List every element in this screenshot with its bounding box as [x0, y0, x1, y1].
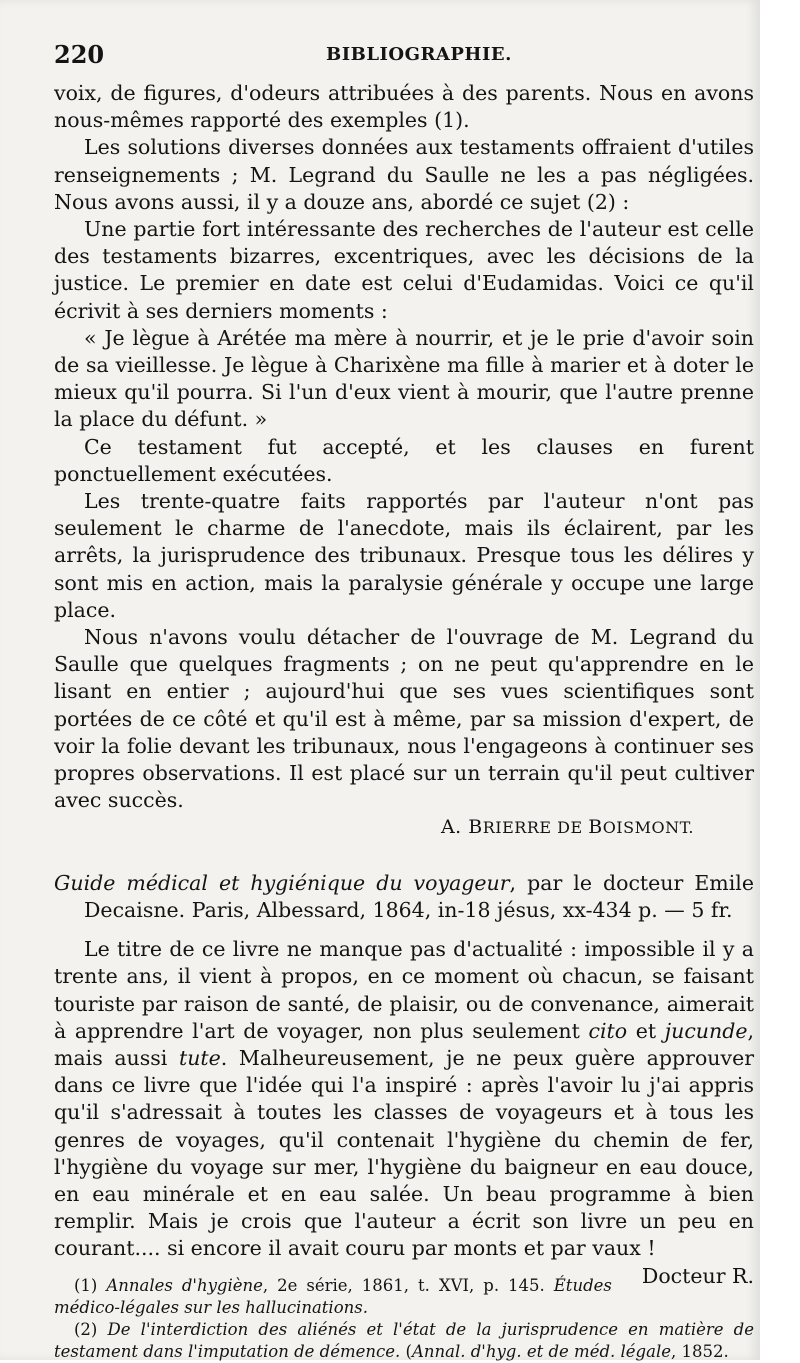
quotation-paragraph: « Je lègue à Arétée ma mère à nourrir, et je le prie d'avoir soin de sa vieillesse. Je lègue à Charixène ma fille à marier et à doter le mieux qu'il pourra. Si l'un d'eux vient à mourir, que l'autre prenne la place du défunt. »: [54, 325, 754, 432]
page-number: 220: [54, 40, 105, 69]
paragraph-3: Une partie fort intéressante des recherches de l'auteur est celle des testaments bizarres, excentriques, avec les décisions de la justice. Le premier en date est celui d'Eudamidas. Voici ce qu'il écrivit à ses derniers moments :: [54, 217, 754, 323]
page-header: [54, 40, 720, 80]
footnote-1: (1) Annales d'hygiène, 2e série, 1861, t. XVI, p. 145. Études médico-légales sur les hallucinations.: [54, 1275, 612, 1317]
footnote-2: (2) De l'interdiction des aliénés et l'état de la jurisprudence en matière de testament dans l'imputation de démence. (Annal. d'hyg. et de méd. légale, 1852.: [54, 1319, 754, 1361]
paragraph-6: Les trente-quatre faits rapportés par l'auteur n'ont pas seulement le charme de l'anecdote, mais ils éclairent, par les arrêts, la jurisprudence des tribunaux. Presque tous les délires y sont mis en action, mais la paralysie générale y occupe une large place.: [54, 489, 754, 622]
signature-docteur: Docteur R.: [641, 1263, 754, 1288]
book-details: , par le docteur Emile Decaisne. Paris, Albessard, 1864, in-18 jésus, xx-434 p. — 5 fr.: [84, 870, 754, 922]
book-reference: [54, 870, 754, 924]
paragraph-5: Ce testament fut accepté, et les clauses en furent ponctuellement exécutées.: [54, 434, 754, 486]
paragraph-2: Les solutions diverses données aux testaments offraient d'utiles renseignements ; M. Legrand du Saulle ne les a pas négligées. Nous avons aussi, il y a douze ans, abordé ce sujet (2) :: [54, 135, 754, 214]
running-title: BIBLIOGRAPHIE.: [326, 44, 512, 65]
paragraph-1: voix, de figures, d'odeurs attribuées à des parents. Nous en avons nous-mêmes rapporté des exemples (1).: [54, 81, 754, 133]
review-paragraph: Le titre de ce livre ne manque pas d'actualité : impossible il y a trente ans, il vient à propos, en ce moment où chacun, se faisant touriste par raison de santé, de plaisir, ou de convenance, aimerait à apprendre l'art de voyager, non plus seulement cito et jucunde, mais aussi tute. Malheureusement, je ne peux guère approuver dans ce livre que l'idée qui l'a inspiré : après l'avoir lu j'ai appris qu'il s'adressait à toutes les classes de voyageurs et à tous les genres de voyages, qu'il contenait l'hygiène du chemin de fer, l'hygiène du voyage sur mer, l'hygiène du baigneur en eau douce, en eau minérale et en eau salée. Un beau programme à bien remplir. Mais je crois que l'auteur a écrit son livre un peu en courant.... si encore il avait couru par monts et par vaux ! Docteur R.: [54, 936, 754, 1262]
book-title: Guide médical et hygiénique du voyageur: [54, 870, 510, 895]
body-text: [54, 80, 754, 1363]
paragraph-7: Nous n'avons voulu détacher de l'ouvrage de M. Legrand du Saulle que quelques fragments ; on ne peut qu'apprendre en le lisant en entier ; aujourd'hui que ses vues scientifiques sont portées de ce côté et qu'il est à même, par sa mission d'expert, de voir la folie devant les tribunaux, nous l'engageons à continuer ses propres observations. Il est placé sur un terrain qu'il peut cultiver avec succès.: [54, 625, 754, 813]
signature-boismont: A. BRIERRE DE BOISMONT.: [440, 816, 694, 839]
